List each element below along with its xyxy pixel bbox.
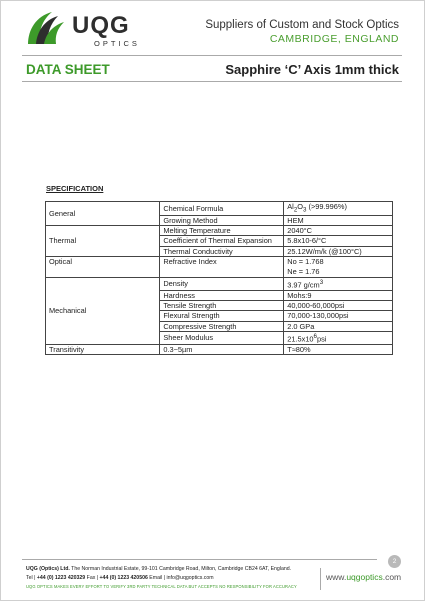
- value-cell: HEM: [284, 215, 393, 225]
- table-row: [46, 226, 393, 236]
- property-cell: Hardness: [160, 290, 284, 300]
- property-cell: Chemical Formula: [160, 202, 284, 216]
- value-cell: 70,000-130,000psi: [284, 311, 393, 321]
- property-cell: 0.3~5µm: [160, 344, 284, 354]
- value-cell: 40,000-60,000psi: [284, 301, 393, 311]
- logo-text: UQG: [72, 12, 130, 39]
- data-sheet-label: DATA SHEET: [26, 62, 110, 77]
- value-cell: $21.5x10^6psi$: [284, 331, 393, 344]
- value-cell: Mohs:9: [284, 290, 393, 300]
- property-cell: Thermal Conductivity: [160, 246, 284, 256]
- footer-disclaimer: UQG OPTICS MAKES EVERY EFFORT TO VERIFY 3RD PARTY TECHNICAL DATA BUT ACCEPTS NO RESPONSIBILITY FOR ACCURACY: [26, 584, 297, 589]
- logo-subtext: OPTICS: [94, 39, 140, 48]
- footer-contact: Tel | +44 (0) 1223 420329 Fax | +44 (0) 1223 420506 Email | info@uqgoptics.com: [26, 575, 214, 581]
- company-address: The Norman Industrial Estate, 99-101 Cambridge Road, Milton, Cambridge CB24 6AT, England.: [69, 566, 292, 572]
- logo-swoosh-icon: [22, 8, 70, 48]
- group-cell: Thermal: [46, 226, 160, 257]
- value-cell: 3.97 $g/cm^3$: [284, 277, 393, 290]
- specification-table: [45, 201, 393, 355]
- footer-divider: [22, 559, 377, 560]
- group-cell: General: [46, 202, 160, 226]
- company-name: UQG (Optics) Ltd.: [26, 566, 70, 572]
- footer-address: [26, 566, 291, 572]
- value-cell: 2.0 GPa: [284, 321, 393, 331]
- uqg-logo[interactable]: [22, 8, 142, 52]
- value-cell: No = 1.768 Ne = 1.76: [284, 256, 393, 277]
- title-divider: [22, 81, 402, 82]
- value-cell: 2040°C: [284, 226, 393, 236]
- table-row: [46, 256, 393, 277]
- supplier-tagline: Suppliers of Custom and Stock Optics: [205, 19, 399, 31]
- specification-heading: SPECIFICATION: [46, 184, 104, 193]
- email-link[interactable]: info@uqgoptics.com: [166, 575, 214, 581]
- header-divider: [22, 55, 402, 56]
- property-cell: Flexural Strength: [160, 311, 284, 321]
- website-link[interactable]: www.uqgoptics.com: [326, 572, 402, 582]
- group-cell: Transitivity: [46, 344, 160, 354]
- group-cell: Mechanical: [46, 277, 160, 344]
- company-location: CAMBRIDGE, ENGLAND: [269, 33, 399, 45]
- value-cell: 25.12W/m/k (@100°C): [284, 246, 393, 256]
- table-row: [46, 277, 393, 290]
- property-cell: Tensile Strength: [160, 301, 284, 311]
- table-row: [46, 202, 393, 216]
- property-cell: Sheer Modulus: [160, 331, 284, 344]
- property-cell: Melting Temperature: [160, 226, 284, 236]
- property-cell: Refractive Index: [160, 256, 284, 277]
- table-row: [46, 344, 393, 354]
- property-cell: Compressive Strength: [160, 321, 284, 331]
- value-cell: T≈80%: [284, 344, 393, 354]
- footer-separator: [320, 568, 321, 590]
- property-cell: Density: [160, 277, 284, 290]
- value-cell: $Al_2O_3$ (>99.996%): [284, 202, 393, 216]
- fax-number: +44 (0) 1223 420506: [99, 575, 148, 581]
- property-cell: Growing Method: [160, 215, 284, 225]
- product-title: Sapphire ‘C’ Axis 1mm thick: [225, 62, 399, 77]
- page-number-badge: 2: [388, 555, 401, 568]
- property-cell: Coefficient of Thermal Expansion: [160, 236, 284, 246]
- value-cell: 5.8x10-6/°C: [284, 236, 393, 246]
- group-cell: Optical: [46, 256, 160, 277]
- phone-number: +44 (0) 1223 420329: [36, 575, 86, 581]
